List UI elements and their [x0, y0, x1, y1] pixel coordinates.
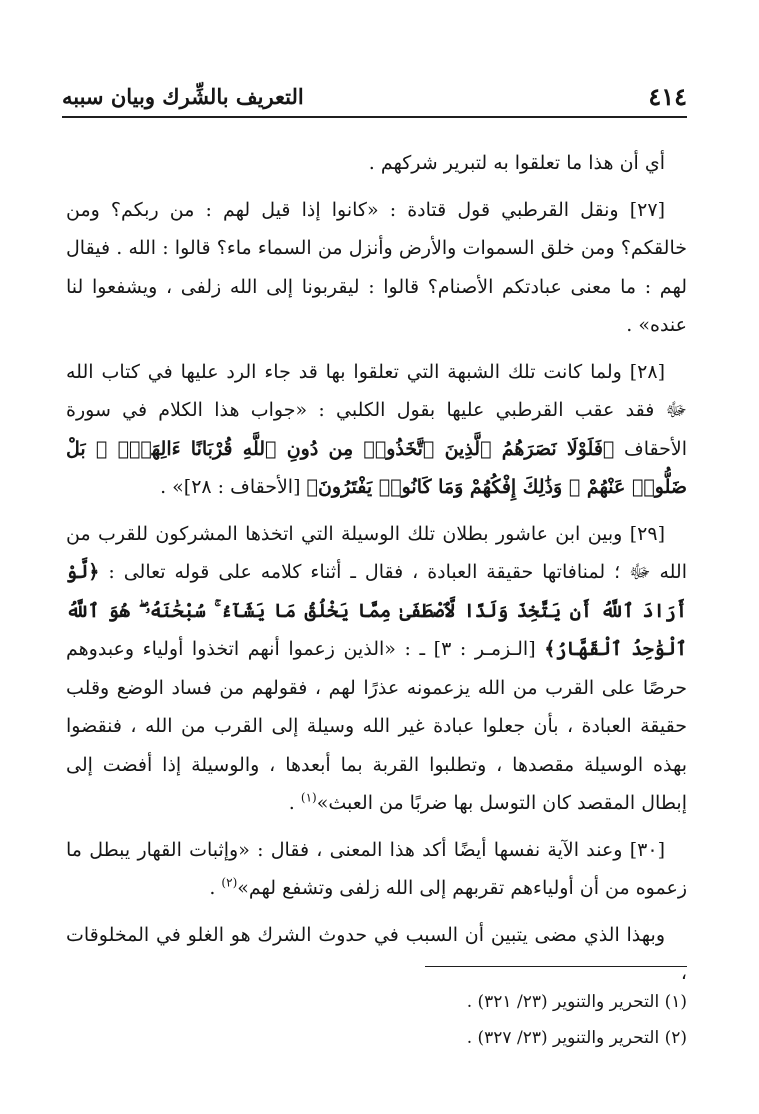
paragraph-continuation — [66, 144, 687, 183]
page-number: ٤١٤ — [648, 82, 687, 111]
paragraph-text: أي أن هذا ما تعلقوا به لتبرير شركهم . — [368, 152, 665, 174]
verse-reference: [الأحقاف : ٢٨]» . — [160, 476, 301, 498]
paragraph-number: [٣٠] — [629, 838, 665, 861]
paragraph-number: [٢٨] — [629, 360, 665, 383]
paragraph-30 — [66, 831, 687, 908]
sentence-end: . — [209, 877, 222, 899]
quran-verse: ﴿فَلَوْلَا نَصَرَهُمُ ٱلَّذِينَ ٱتَّخَذُوا۟ مِن دُونِ ٱللَّهِ قُرْبَانًا ءَالِهَةًۢ ۖ بَلْ ضَلُّوا۟ عَنْهُمْ ۚ وَذَٰلِكَ إِفْكُهُمْ وَمَا كَانُوا۟ يَفْتَرُونَ﴾ — [66, 437, 687, 498]
quran-verse: ﴿لَّوْ أَرَادَ ٱللَّهُ أَن يَتَّخِذَ وَلَدًا لَّٱصْطَفَىٰ مِمَّا يَخْلُقُ مَا يَشَآءُ ۚ سُبْحَٰنَهُۥ ۖ هُوَ ٱللَّهُ ٱلْوَٰحِدُ ٱلْقَهَّارُ﴾ — [66, 561, 687, 660]
footnote-1: (١) التحرير والتنوير (٢٣/ ٣٢١) . — [466, 992, 687, 1012]
paragraph-text: وبين ابن عاشور بطلان تلك الوسيلة التي اتخذها المشركون للقرب من الله ﷻ ؛ لمنافاتها حقيقة العبادة ، فقال ـ أثناء كلامه على قوله تعالى : — [66, 522, 688, 583]
paragraph-28 — [66, 353, 687, 507]
main-text — [66, 144, 687, 993]
footnote-divider — [425, 966, 687, 967]
paragraph-number: [٢٧] — [629, 198, 666, 221]
paragraph-text: ولما كانت تلك الشبهة التي تعلقوا بها قد جاء الرد عليها في كتاب الله ﷻ فقد عقب القرطبي عليها بقول الكلبي : «جواب هذا الكلام في سورة الأحقاف — [66, 360, 687, 460]
footnote-marker: (٢) — [221, 875, 238, 890]
paragraph-29 — [66, 515, 687, 823]
sentence-end: . — [288, 792, 301, 814]
paragraph-text: ونقل القرطبي قول قتادة : «كانوا إذا قيل لهم : من ربكم؟ ومن خالقكم؟ ومن خلق السموات والأرض وأنزل من السماء ماء؟ قالوا : الله . فيقال لهم : ما معنى عبادتكم الأصنام؟ قالوا : ليقربونا إلى الله زلفى ، ويشفعوا لنا عنده» . — [66, 198, 687, 336]
paragraph-27 — [66, 191, 687, 345]
footnote-2: (٢) التحرير والتنوير (٢٣/ ٣٢٧) . — [466, 1028, 687, 1048]
paragraph-text: وبهذا الذي مضى يتبين أن السبب في حدوث الشرك هو الغلو في المخلوقات ، — [66, 923, 687, 984]
page-header — [62, 80, 687, 118]
quotation-text: [الـزمـر : ٣] ـ : «الذين زعموا أنهم اتخذوا أولياء وعبدوهم حرصًا على القرب من الله يزعمونه عذرًا لهم ، فقولهم من فساد الوضع وقلب حقيقة العبادة ، بأن جعلوا عبادة غير الله وسيلة إلى القرب من الله ، فنقضوا بهذه الوسيلة مقصدها ، وتطلبوا القربة بما أبعدها ، والوسيلة إذا أفضت إلى إبطال المقصد كان التوسل بها ضربًا من العبث» — [66, 638, 687, 814]
footnotes — [66, 984, 687, 1056]
footnote-marker: (١) — [300, 790, 317, 805]
paragraph-conclusion — [66, 916, 687, 993]
paragraph-number: [٢٩] — [629, 522, 665, 545]
running-title: التعريف بالشِّرك وبيان سببه — [62, 84, 304, 109]
paragraph-text: وعند الآية نفسها أيضًا أكد هذا المعنى ، فقال : «وإثبات القهار يبطل ما زعموه من أن أولياءهم تقربهم إلى الله زلفى وتشفع لهم» — [66, 838, 687, 899]
